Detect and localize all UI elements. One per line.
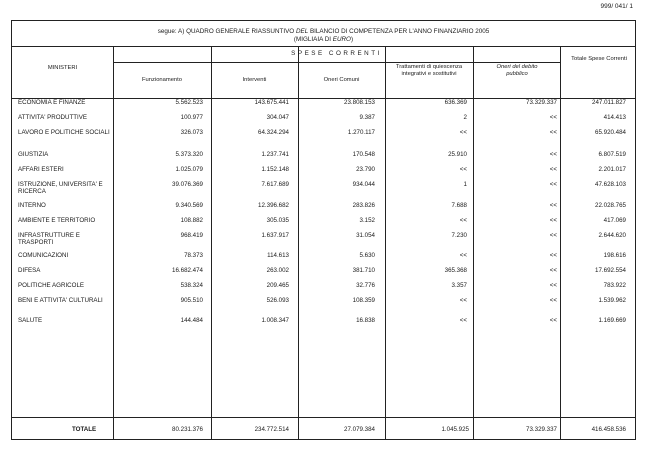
cell-interventi: 209.465: [266, 282, 289, 289]
cell-oneri-comuni: 23.790: [356, 166, 375, 173]
title-line-1-italic: DEL: [295, 28, 309, 35]
ministero-name: LAVORO E POLITICHE SOCIALI: [18, 129, 110, 136]
cell-interventi: 526.093: [266, 297, 289, 304]
cell-funzionamento: 39.076.369: [172, 181, 203, 188]
cell-oneri-debito: <<: [549, 252, 557, 259]
ministero-name: ECONOMIA E FINANZE: [18, 99, 86, 106]
cell-oneri-debito: <<: [549, 282, 557, 289]
header-ministeri: MINISTERI: [47, 65, 78, 71]
cell-funzionamento: 16.682.474: [172, 267, 203, 274]
cell-interventi: 1.637.917: [261, 232, 289, 239]
cell-oneri-comuni: 934.044: [352, 181, 375, 188]
cell-funzionamento: 968.419: [180, 232, 203, 239]
header-spese-correnti: SPESE CORRENTI: [291, 50, 382, 57]
cell-funzionamento: 78.373: [184, 252, 203, 259]
total-oneri-comuni: 27.079.384: [344, 426, 375, 433]
cell-trattamenti: 1: [463, 181, 467, 188]
title-line-2-prefix: (MIGLIAIA DI: [293, 36, 333, 43]
cell-oneri-comuni: 283.826: [352, 202, 375, 209]
totals-label: TOTALE: [72, 426, 97, 433]
cell-totale-spese: 47.628.103: [595, 181, 626, 188]
cell-oneri-debito: 73.329.337: [526, 99, 557, 106]
cell-oneri-debito: <<: [549, 297, 557, 304]
cell-totale-spese: 2.644.620: [598, 232, 626, 239]
cell-interventi: 12.396.682: [258, 202, 289, 209]
cell-totale-spese: 417.069: [603, 217, 626, 224]
cell-oneri-debito: <<: [549, 202, 557, 209]
cell-totale-spese: 783.922: [603, 282, 626, 289]
cell-oneri-comuni: 108.359: [352, 297, 375, 304]
cell-funzionamento: 1.025.079: [175, 166, 203, 173]
cell-oneri-comuni: 16.838: [356, 317, 375, 324]
ministero-name: ISTRUZIONE, UNIVERSITA' E RICERCA: [18, 181, 103, 195]
cell-trattamenti: <<: [459, 166, 467, 173]
title-line-1-prefix: segue: A) QUADRO GENERALE RIASSUNTIVO: [157, 28, 296, 35]
cell-oneri-comuni: 5.630: [359, 252, 375, 259]
cell-interventi: 64.324.294: [258, 129, 289, 136]
cell-oneri-comuni: 170.548: [352, 151, 375, 158]
cell-interventi: 1.237.741: [261, 151, 289, 158]
header-divider: [113, 62, 560, 63]
title-line-2: [12, 36, 635, 43]
cell-trattamenti: <<: [459, 129, 467, 136]
header-totale-spese: Totale Spese Correnti: [571, 56, 627, 62]
cell-oneri-comuni: 31.054: [356, 232, 375, 239]
cell-interventi: 1.152.148: [261, 166, 289, 173]
cell-oneri-comuni: 3.152: [359, 217, 375, 224]
cell-oneri-debito: <<: [549, 129, 557, 136]
cell-totale-spese: 1.539.962: [598, 297, 626, 304]
cell-trattamenti: <<: [459, 252, 467, 259]
summary-table: [11, 20, 636, 440]
ministero-name: AMBIENTE E TERRITORIO: [18, 217, 96, 224]
cell-totale-spese: 6.807.519: [598, 151, 626, 158]
total-spese-correnti: 416.458.536: [591, 426, 626, 433]
header-funzionamento: Funzionamento: [142, 77, 182, 83]
total-interventi: 234.772.514: [254, 426, 289, 433]
ministero-name: SALUTE: [18, 317, 43, 324]
cell-totale-spese: 198.616: [603, 252, 626, 259]
totals-divider: [12, 417, 635, 418]
cell-oneri-debito: <<: [549, 181, 557, 188]
title-line-1-suffix: BILANCIO DI COMPETENZA PER L'ANNO FINANZIARIO 2005: [308, 28, 490, 35]
header-interventi: Interventi: [242, 77, 267, 83]
cell-totale-spese: 2.201.017: [598, 166, 626, 173]
cell-funzionamento: 108.882: [180, 217, 203, 224]
cell-funzionamento: 5.373.320: [175, 151, 203, 158]
cell-totale-spese: 414.413: [603, 114, 626, 121]
cell-interventi: 1.008.347: [261, 317, 289, 324]
cell-oneri-debito: <<: [549, 317, 557, 324]
ministero-name: POLITICHE AGRICOLE: [18, 282, 85, 289]
cell-funzionamento: 905.510: [180, 297, 203, 304]
cell-oneri-debito: <<: [549, 217, 557, 224]
cell-oneri-comuni: 32.776: [356, 282, 375, 289]
cell-oneri-comuni: 1.270.117: [347, 129, 375, 136]
cell-oneri-debito: <<: [549, 151, 557, 158]
cell-trattamenti: 3.357: [451, 282, 467, 289]
page-reference: 999/ 041/ 1: [600, 3, 633, 10]
ministero-name: BENI E ATTIVITA' CULTURALI: [18, 297, 103, 304]
cell-trattamenti: 7.230: [451, 232, 467, 239]
cell-trattamenti: 636.369: [444, 99, 467, 106]
title-line-2-suffix: ): [350, 36, 354, 43]
cell-oneri-debito: <<: [549, 232, 557, 239]
ministero-name: COMUNICAZIONI: [18, 252, 69, 259]
ministero-name: INTERNO: [18, 202, 46, 209]
header-oneri-debito: Oneri del debito pubblico: [496, 64, 538, 77]
cell-interventi: 304.047: [266, 114, 289, 121]
cell-trattamenti: <<: [459, 297, 467, 304]
cell-oneri-comuni: 9.387: [359, 114, 375, 121]
cell-funzionamento: 538.324: [180, 282, 203, 289]
header-oneri-comuni: Oneri Comuni: [323, 77, 360, 83]
cell-totale-spese: 65.920.484: [595, 129, 626, 136]
cell-interventi: 305.035: [266, 217, 289, 224]
cell-interventi: 7.617.689: [261, 181, 289, 188]
ministero-name: AFFARI ESTERI: [18, 166, 64, 173]
cell-funzionamento: 9.340.569: [175, 202, 203, 209]
cell-funzionamento: 100.977: [180, 114, 203, 121]
cell-interventi: 143.675.441: [254, 99, 289, 106]
table-title: [12, 21, 635, 47]
cell-trattamenti: 365.368: [444, 267, 467, 274]
cell-funzionamento: 144.484: [180, 317, 203, 324]
cell-interventi: 114.613: [267, 252, 289, 259]
ministero-name: ATTIVITA' PRODUTTIVE: [18, 114, 88, 121]
cell-totale-spese: 247.011.827: [592, 99, 626, 106]
header-trattamenti: Trattamenti di quiescenza integrativi e sostitutivi: [395, 64, 463, 77]
ministero-name: INFRASTRUTTURE E TRASPORTI: [18, 232, 80, 246]
cell-oneri-debito: <<: [549, 166, 557, 173]
cell-totale-spese: 1.169.669: [598, 317, 626, 324]
cell-trattamenti: 7.688: [451, 202, 467, 209]
total-funzionamento: 80.231.376: [172, 426, 203, 433]
cell-funzionamento: 5.562.523: [175, 99, 203, 106]
title-line-2-italic: EURO: [332, 36, 351, 43]
cell-totale-spese: 22.028.765: [595, 202, 626, 209]
cell-interventi: 263.002: [266, 267, 289, 274]
cell-oneri-comuni: 381.710: [352, 267, 375, 274]
cell-oneri-debito: <<: [549, 267, 557, 274]
cell-trattamenti: 25.910: [448, 151, 467, 158]
cell-trattamenti: <<: [459, 217, 467, 224]
cell-totale-spese: 17.692.554: [595, 267, 626, 274]
ministero-name: GIUSTIZIA: [18, 151, 49, 158]
total-oneri-debito: 73.329.337: [526, 426, 557, 433]
cell-oneri-debito: <<: [549, 114, 557, 121]
cell-trattamenti: 2: [463, 114, 467, 121]
cell-trattamenti: <<: [459, 317, 467, 324]
ministero-name: DIFESA: [18, 267, 41, 274]
total-trattamenti: 1.045.925: [441, 426, 469, 433]
cell-oneri-comuni: 23.808.153: [344, 99, 375, 106]
cell-funzionamento: 326.073: [180, 129, 203, 136]
title-line-1: [12, 28, 635, 35]
